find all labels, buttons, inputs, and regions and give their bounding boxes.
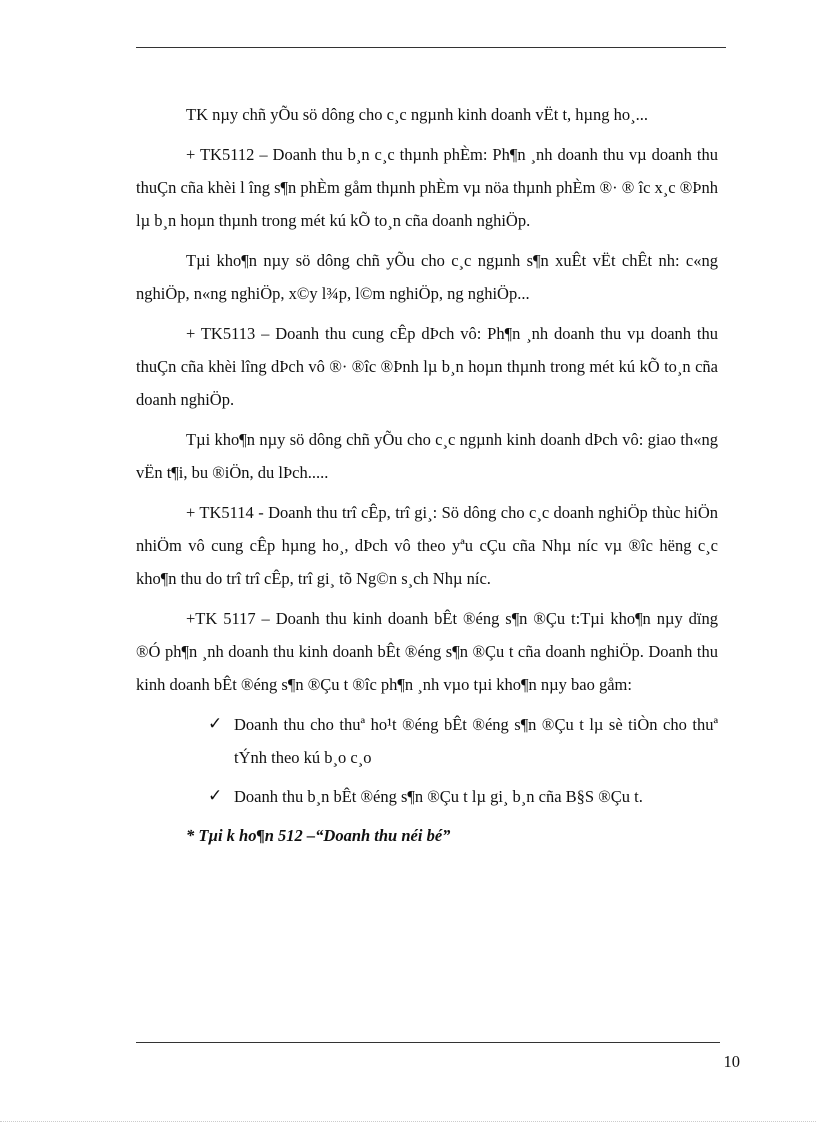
- page-number: 10: [723, 1052, 740, 1071]
- list-item-text: Doanh thu cho thuª ho¹t ®éng bÊt ®éng s¶n ®Çu t lµ sè tiÒn cho thuª tÝnh theo kú b¸o c¸o: [234, 715, 718, 767]
- paragraph: +TK 5117 – Doanh thu kinh doanh bÊt ®éng s¶n ®Çu t:Tµi kho¶n nµy dïng ®Ó ph¶n ¸nh doanh thu kinh doanh bÊt ®éng s¶n ®Çu t cña doanh nghiÖp. Doanh thu kinh doanh bÊt ®éng s¶n ®Çu t ®îc ph¶n ¸nh vµo tµi kho¶n nµy bao gåm:: [136, 609, 718, 694]
- list-item: [208, 708, 718, 774]
- bullet-list: [136, 708, 718, 813]
- paragraph: Tµi kho¶n nµy sö dông chñ yÕu cho c¸c ngµnh s¶n xuÊt vËt chÊt nh: c«ng nghiÖp, n«ng nghiÖp, x©y l¾p, l©m nghiÖp, ng nghiÖp...: [136, 251, 718, 303]
- page-edge: [0, 1121, 816, 1122]
- paragraph: Tµi kho¶n nµy sö dông chñ yÕu cho c¸c ngµnh kinh doanh dÞch vô: giao th«ng vËn t¶i, bu ®iÖn, du lÞch.....: [136, 430, 718, 482]
- check-icon: ✓: [208, 786, 223, 806]
- paragraph: + TK5114 - Doanh thu trî cÊp, trî gi¸: Sö dông cho c¸c doanh nghiÖp thùc hiÖn nhiÖm vô cung cÊp hµng ho¸, dÞch vô theo yªu cÇu cña Nhµ níc vµ ®îc hëng c¸c kho¶n thu do trî trî cÊp, trî gi¸ tõ Ng©n s¸ch Nhµ níc.: [136, 503, 718, 588]
- paragraph: TK nµy chñ yÕu sö dông cho c¸c ngµnh kinh doanh vËt t, hµng ho¸...: [186, 105, 649, 124]
- check-icon: ✓: [208, 714, 223, 734]
- list-item: [208, 780, 718, 813]
- header-rule: [136, 47, 726, 48]
- section-heading: * Tµi k ho¶n 512 –“Doanh thu néi bé”: [186, 826, 451, 845]
- paragraph: + TK5112 – Doanh thu b¸n c¸c thµnh phÈm: Ph¶n ¸nh doanh thu vµ doanh thu thuÇn cña khèi l îng s¶n phÈm gåm thµnh phÈm vµ nöa thµnh phÈm ®· ® îc x¸c ®Þnh lµ b¸n hoµn thµnh trong mét kú kÕ to¸n cña doanh nghiÖp.: [136, 145, 718, 230]
- paragraph: + TK5113 – Doanh thu cung cÊp dÞch vô: Ph¶n ¸nh doanh thu vµ doanh thu thuÇn cña khèi lîng dÞch vô ®· ®îc ®Þnh lµ b¸n hoµn thµnh trong mét kú kÕ to¸n cña doanh nghiÖp.: [136, 324, 718, 409]
- document-body: [136, 98, 718, 859]
- footer-rule: [136, 1042, 720, 1043]
- list-item-text: Doanh thu b¸n bÊt ®éng s¶n ®Çu t lµ gi¸ b¸n cña B§S ®Çu t.: [234, 787, 643, 806]
